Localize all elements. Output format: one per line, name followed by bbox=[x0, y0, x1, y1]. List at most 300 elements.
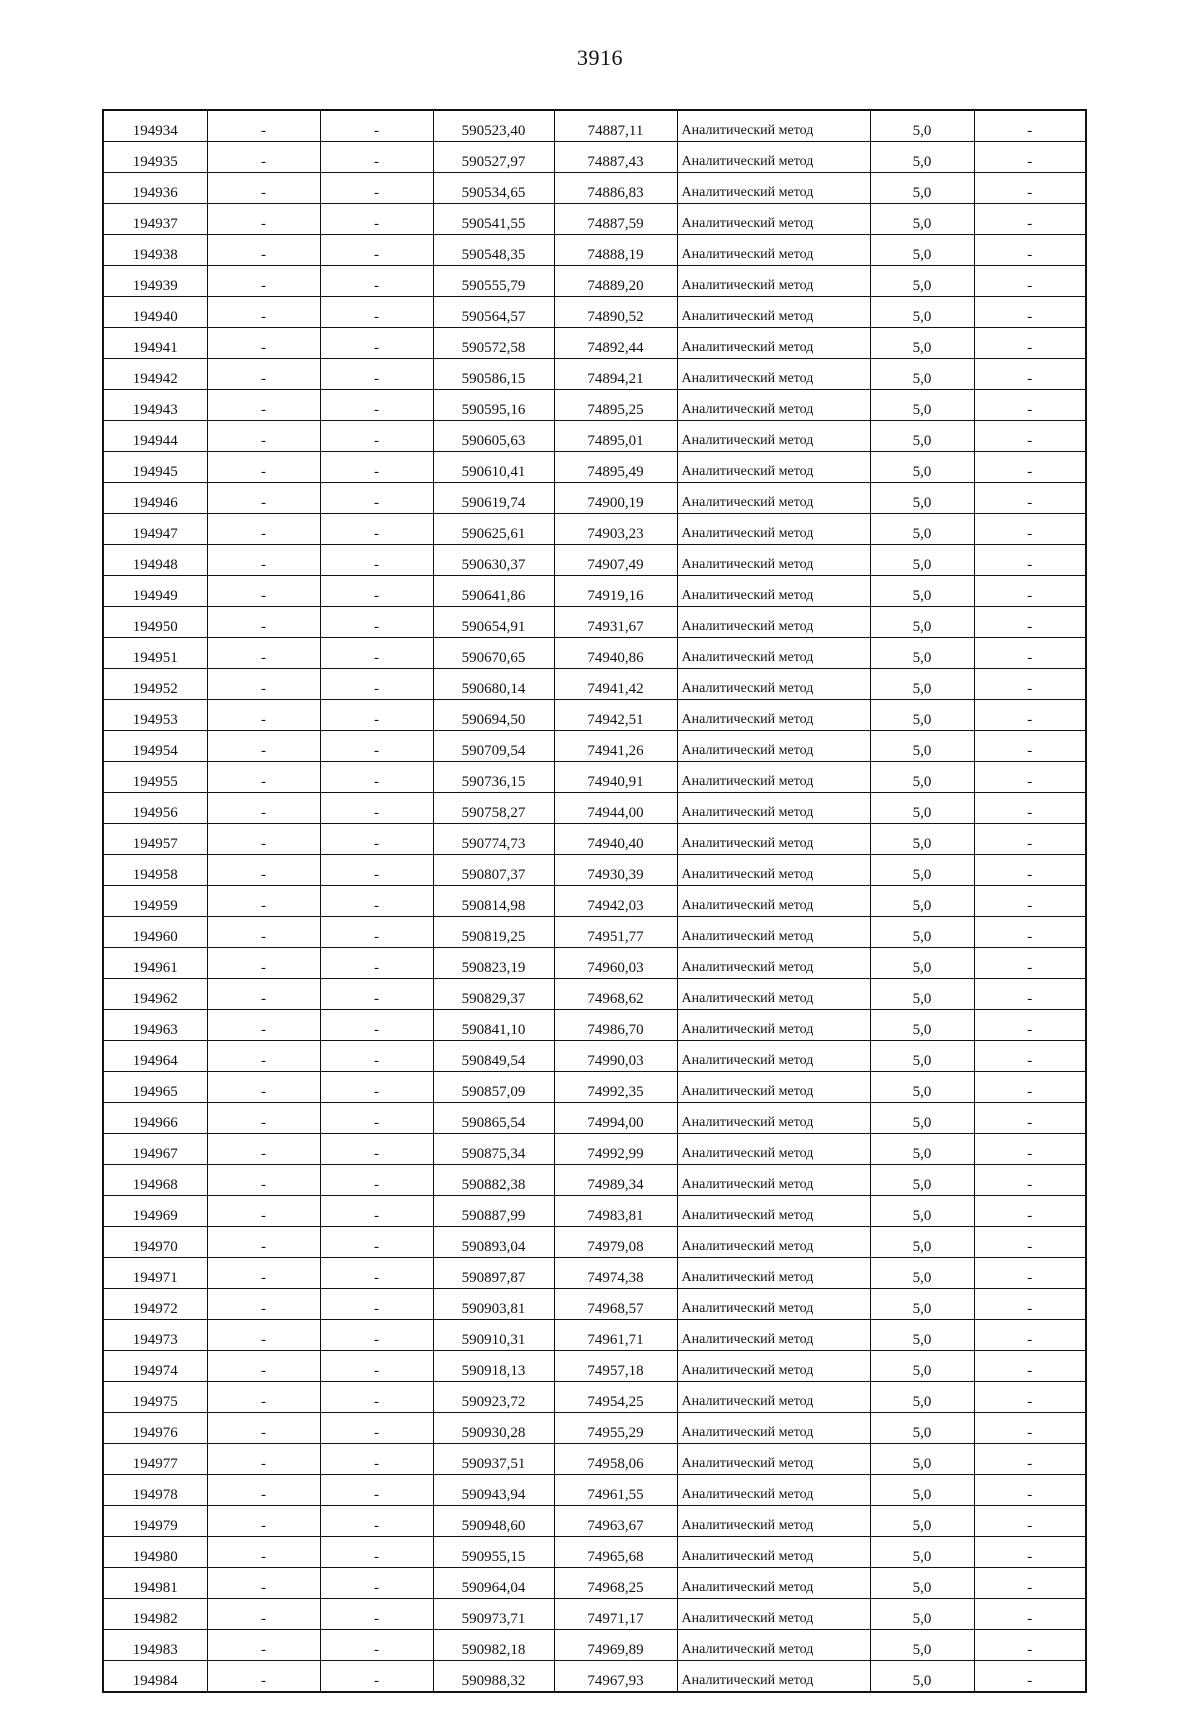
column-3-cell: - bbox=[320, 1041, 433, 1072]
x-coordinate-cell: 590625,61 bbox=[433, 514, 554, 545]
column-3-cell: - bbox=[320, 1072, 433, 1103]
x-coordinate-cell: 590893,04 bbox=[433, 1227, 554, 1258]
accuracy-cell: 5,0 bbox=[870, 1289, 974, 1320]
table-row bbox=[103, 1537, 1086, 1568]
y-coordinate-cell: 74958,06 bbox=[554, 1444, 677, 1475]
column-2-cell: - bbox=[207, 328, 320, 359]
column-2-cell: - bbox=[207, 700, 320, 731]
column-2-cell: - bbox=[207, 1320, 320, 1351]
y-coordinate-cell: 74931,67 bbox=[554, 607, 677, 638]
y-coordinate-cell: 74983,81 bbox=[554, 1196, 677, 1227]
column-2-cell: - bbox=[207, 824, 320, 855]
table-row bbox=[103, 669, 1086, 700]
column-2-cell: - bbox=[207, 948, 320, 979]
accuracy-cell: 5,0 bbox=[870, 1413, 974, 1444]
column-2-cell: - bbox=[207, 979, 320, 1010]
method-cell: Аналитический метод bbox=[677, 545, 870, 576]
point-number-cell: 194965 bbox=[103, 1072, 207, 1103]
point-number-cell: 194934 bbox=[103, 110, 207, 142]
x-coordinate-cell: 590955,15 bbox=[433, 1537, 554, 1568]
column-3-cell: - bbox=[320, 235, 433, 266]
accuracy-cell: 5,0 bbox=[870, 110, 974, 142]
point-number-cell: 194960 bbox=[103, 917, 207, 948]
point-number-cell: 194969 bbox=[103, 1196, 207, 1227]
x-coordinate-cell: 590910,31 bbox=[433, 1320, 554, 1351]
method-cell: Аналитический метод bbox=[677, 638, 870, 669]
point-number-cell: 194976 bbox=[103, 1413, 207, 1444]
accuracy-cell: 5,0 bbox=[870, 142, 974, 173]
table-row bbox=[103, 886, 1086, 917]
column-2-cell: - bbox=[207, 110, 320, 142]
column-2-cell: - bbox=[207, 886, 320, 917]
method-cell: Аналитический метод bbox=[677, 1289, 870, 1320]
x-coordinate-cell: 590829,37 bbox=[433, 979, 554, 1010]
column-3-cell: - bbox=[320, 731, 433, 762]
column-2-cell: - bbox=[207, 359, 320, 390]
method-cell: Аналитический метод bbox=[677, 452, 870, 483]
column-2-cell: - bbox=[207, 1661, 320, 1693]
point-number-cell: 194962 bbox=[103, 979, 207, 1010]
accuracy-cell: 5,0 bbox=[870, 1320, 974, 1351]
table-row bbox=[103, 235, 1086, 266]
table-row bbox=[103, 390, 1086, 421]
column-8-cell: - bbox=[974, 1630, 1086, 1661]
point-number-cell: 194981 bbox=[103, 1568, 207, 1599]
accuracy-cell: 5,0 bbox=[870, 483, 974, 514]
x-coordinate-cell: 590937,51 bbox=[433, 1444, 554, 1475]
accuracy-cell: 5,0 bbox=[870, 421, 974, 452]
column-2-cell: - bbox=[207, 1382, 320, 1413]
point-number-cell: 194964 bbox=[103, 1041, 207, 1072]
method-cell: Аналитический метод bbox=[677, 1382, 870, 1413]
y-coordinate-cell: 74940,40 bbox=[554, 824, 677, 855]
column-8-cell: - bbox=[974, 917, 1086, 948]
x-coordinate-cell: 590670,65 bbox=[433, 638, 554, 669]
x-coordinate-cell: 590918,13 bbox=[433, 1351, 554, 1382]
column-2-cell: - bbox=[207, 576, 320, 607]
y-coordinate-cell: 74887,11 bbox=[554, 110, 677, 142]
accuracy-cell: 5,0 bbox=[870, 1134, 974, 1165]
y-coordinate-cell: 74971,17 bbox=[554, 1599, 677, 1630]
column-2-cell: - bbox=[207, 1196, 320, 1227]
column-3-cell: - bbox=[320, 1289, 433, 1320]
column-3-cell: - bbox=[320, 545, 433, 576]
column-2-cell: - bbox=[207, 390, 320, 421]
method-cell: Аналитический метод bbox=[677, 762, 870, 793]
y-coordinate-cell: 74907,49 bbox=[554, 545, 677, 576]
column-2-cell: - bbox=[207, 917, 320, 948]
column-8-cell: - bbox=[974, 1568, 1086, 1599]
column-8-cell: - bbox=[974, 1475, 1086, 1506]
column-8-cell: - bbox=[974, 1382, 1086, 1413]
column-2-cell: - bbox=[207, 1103, 320, 1134]
column-2-cell: - bbox=[207, 235, 320, 266]
column-2-cell: - bbox=[207, 669, 320, 700]
accuracy-cell: 5,0 bbox=[870, 1382, 974, 1413]
y-coordinate-cell: 74940,91 bbox=[554, 762, 677, 793]
method-cell: Аналитический метод bbox=[677, 855, 870, 886]
method-cell: Аналитический метод bbox=[677, 514, 870, 545]
column-2-cell: - bbox=[207, 173, 320, 204]
y-coordinate-cell: 74955,29 bbox=[554, 1413, 677, 1444]
column-8-cell: - bbox=[974, 483, 1086, 514]
x-coordinate-cell: 590605,63 bbox=[433, 421, 554, 452]
column-2-cell: - bbox=[207, 1599, 320, 1630]
column-8-cell: - bbox=[974, 731, 1086, 762]
column-2-cell: - bbox=[207, 514, 320, 545]
column-3-cell: - bbox=[320, 948, 433, 979]
y-coordinate-cell: 74941,26 bbox=[554, 731, 677, 762]
y-coordinate-cell: 74903,23 bbox=[554, 514, 677, 545]
method-cell: Аналитический метод bbox=[677, 266, 870, 297]
point-number-cell: 194942 bbox=[103, 359, 207, 390]
column-2-cell: - bbox=[207, 855, 320, 886]
method-cell: Аналитический метод bbox=[677, 421, 870, 452]
point-number-cell: 194968 bbox=[103, 1165, 207, 1196]
column-8-cell: - bbox=[974, 1103, 1086, 1134]
column-3-cell: - bbox=[320, 1320, 433, 1351]
table-row bbox=[103, 917, 1086, 948]
x-coordinate-cell: 590680,14 bbox=[433, 669, 554, 700]
y-coordinate-cell: 74894,21 bbox=[554, 359, 677, 390]
table-row bbox=[103, 421, 1086, 452]
column-3-cell: - bbox=[320, 762, 433, 793]
column-8-cell: - bbox=[974, 514, 1086, 545]
column-3-cell: - bbox=[320, 514, 433, 545]
y-coordinate-cell: 74942,51 bbox=[554, 700, 677, 731]
column-3-cell: - bbox=[320, 1537, 433, 1568]
column-2-cell: - bbox=[207, 1165, 320, 1196]
y-coordinate-cell: 74895,01 bbox=[554, 421, 677, 452]
accuracy-cell: 5,0 bbox=[870, 669, 974, 700]
table-row bbox=[103, 1072, 1086, 1103]
column-3-cell: - bbox=[320, 266, 433, 297]
column-2-cell: - bbox=[207, 1227, 320, 1258]
point-number-cell: 194938 bbox=[103, 235, 207, 266]
point-number-cell: 194963 bbox=[103, 1010, 207, 1041]
accuracy-cell: 5,0 bbox=[870, 235, 974, 266]
y-coordinate-cell: 74990,03 bbox=[554, 1041, 677, 1072]
column-2-cell: - bbox=[207, 1630, 320, 1661]
column-3-cell: - bbox=[320, 297, 433, 328]
point-number-cell: 194945 bbox=[103, 452, 207, 483]
x-coordinate-cell: 590534,65 bbox=[433, 173, 554, 204]
point-number-cell: 194982 bbox=[103, 1599, 207, 1630]
column-2-cell: - bbox=[207, 421, 320, 452]
column-8-cell: - bbox=[974, 1134, 1086, 1165]
table-row bbox=[103, 576, 1086, 607]
column-3-cell: - bbox=[320, 1382, 433, 1413]
y-coordinate-cell: 74965,68 bbox=[554, 1537, 677, 1568]
column-8-cell: - bbox=[974, 762, 1086, 793]
method-cell: Аналитический метод bbox=[677, 235, 870, 266]
method-cell: Аналитический метод bbox=[677, 204, 870, 235]
table-row bbox=[103, 359, 1086, 390]
y-coordinate-cell: 74968,25 bbox=[554, 1568, 677, 1599]
column-8-cell: - bbox=[974, 576, 1086, 607]
point-number-cell: 194950 bbox=[103, 607, 207, 638]
column-8-cell: - bbox=[974, 948, 1086, 979]
point-number-cell: 194977 bbox=[103, 1444, 207, 1475]
point-number-cell: 194978 bbox=[103, 1475, 207, 1506]
method-cell: Аналитический метод bbox=[677, 1568, 870, 1599]
column-8-cell: - bbox=[974, 359, 1086, 390]
method-cell: Аналитический метод bbox=[677, 607, 870, 638]
y-coordinate-cell: 74968,62 bbox=[554, 979, 677, 1010]
method-cell: Аналитический метод bbox=[677, 1475, 870, 1506]
accuracy-cell: 5,0 bbox=[870, 1072, 974, 1103]
y-coordinate-cell: 74887,43 bbox=[554, 142, 677, 173]
column-3-cell: - bbox=[320, 1010, 433, 1041]
column-8-cell: - bbox=[974, 1351, 1086, 1382]
y-coordinate-cell: 74942,03 bbox=[554, 886, 677, 917]
point-number-cell: 194984 bbox=[103, 1661, 207, 1693]
column-2-cell: - bbox=[207, 731, 320, 762]
table-row bbox=[103, 1165, 1086, 1196]
y-coordinate-cell: 74890,52 bbox=[554, 297, 677, 328]
x-coordinate-cell: 590875,34 bbox=[433, 1134, 554, 1165]
point-number-cell: 194943 bbox=[103, 390, 207, 421]
y-coordinate-cell: 74968,57 bbox=[554, 1289, 677, 1320]
method-cell: Аналитический метод bbox=[677, 359, 870, 390]
point-number-cell: 194958 bbox=[103, 855, 207, 886]
method-cell: Аналитический метод bbox=[677, 1103, 870, 1134]
point-number-cell: 194980 bbox=[103, 1537, 207, 1568]
y-coordinate-cell: 74960,03 bbox=[554, 948, 677, 979]
table-row bbox=[103, 731, 1086, 762]
table-row bbox=[103, 142, 1086, 173]
accuracy-cell: 5,0 bbox=[870, 1475, 974, 1506]
table-row bbox=[103, 1382, 1086, 1413]
method-cell: Аналитический метод bbox=[677, 483, 870, 514]
table-row bbox=[103, 1413, 1086, 1444]
column-2-cell: - bbox=[207, 1134, 320, 1165]
x-coordinate-cell: 590841,10 bbox=[433, 1010, 554, 1041]
column-8-cell: - bbox=[974, 1227, 1086, 1258]
accuracy-cell: 5,0 bbox=[870, 204, 974, 235]
column-3-cell: - bbox=[320, 1506, 433, 1537]
table-row bbox=[103, 762, 1086, 793]
method-cell: Аналитический метод bbox=[677, 173, 870, 204]
x-coordinate-cell: 590964,04 bbox=[433, 1568, 554, 1599]
column-3-cell: - bbox=[320, 1258, 433, 1289]
accuracy-cell: 5,0 bbox=[870, 1630, 974, 1661]
table-row bbox=[103, 1289, 1086, 1320]
column-3-cell: - bbox=[320, 1165, 433, 1196]
x-coordinate-cell: 590988,32 bbox=[433, 1661, 554, 1693]
y-coordinate-cell: 74992,35 bbox=[554, 1072, 677, 1103]
column-8-cell: - bbox=[974, 390, 1086, 421]
accuracy-cell: 5,0 bbox=[870, 390, 974, 421]
accuracy-cell: 5,0 bbox=[870, 514, 974, 545]
column-8-cell: - bbox=[974, 824, 1086, 855]
x-coordinate-cell: 590973,71 bbox=[433, 1599, 554, 1630]
table-row bbox=[103, 545, 1086, 576]
column-3-cell: - bbox=[320, 1661, 433, 1693]
column-8-cell: - bbox=[974, 855, 1086, 886]
table-row bbox=[103, 452, 1086, 483]
accuracy-cell: 5,0 bbox=[870, 731, 974, 762]
x-coordinate-cell: 590758,27 bbox=[433, 793, 554, 824]
column-2-cell: - bbox=[207, 142, 320, 173]
accuracy-cell: 5,0 bbox=[870, 1103, 974, 1134]
column-8-cell: - bbox=[974, 266, 1086, 297]
y-coordinate-cell: 74986,70 bbox=[554, 1010, 677, 1041]
accuracy-cell: 5,0 bbox=[870, 1165, 974, 1196]
x-coordinate-cell: 590903,81 bbox=[433, 1289, 554, 1320]
accuracy-cell: 5,0 bbox=[870, 762, 974, 793]
y-coordinate-cell: 74900,19 bbox=[554, 483, 677, 514]
point-number-cell: 194973 bbox=[103, 1320, 207, 1351]
point-number-cell: 194959 bbox=[103, 886, 207, 917]
y-coordinate-cell: 74930,39 bbox=[554, 855, 677, 886]
y-coordinate-cell: 74889,20 bbox=[554, 266, 677, 297]
method-cell: Аналитический метод bbox=[677, 793, 870, 824]
column-8-cell: - bbox=[974, 452, 1086, 483]
x-coordinate-cell: 590823,19 bbox=[433, 948, 554, 979]
method-cell: Аналитический метод bbox=[677, 1506, 870, 1537]
y-coordinate-cell: 74994,00 bbox=[554, 1103, 677, 1134]
column-8-cell: - bbox=[974, 142, 1086, 173]
accuracy-cell: 5,0 bbox=[870, 886, 974, 917]
x-coordinate-cell: 590572,58 bbox=[433, 328, 554, 359]
column-8-cell: - bbox=[974, 700, 1086, 731]
table-row bbox=[103, 700, 1086, 731]
point-number-cell: 194947 bbox=[103, 514, 207, 545]
accuracy-cell: 5,0 bbox=[870, 1506, 974, 1537]
point-number-cell: 194956 bbox=[103, 793, 207, 824]
y-coordinate-cell: 74989,34 bbox=[554, 1165, 677, 1196]
point-number-cell: 194970 bbox=[103, 1227, 207, 1258]
column-2-cell: - bbox=[207, 1072, 320, 1103]
table-row bbox=[103, 638, 1086, 669]
method-cell: Аналитический метод bbox=[677, 1320, 870, 1351]
x-coordinate-cell: 590523,40 bbox=[433, 110, 554, 142]
method-cell: Аналитический метод bbox=[677, 1444, 870, 1475]
accuracy-cell: 5,0 bbox=[870, 1227, 974, 1258]
column-2-cell: - bbox=[207, 1258, 320, 1289]
column-3-cell: - bbox=[320, 421, 433, 452]
point-number-cell: 194983 bbox=[103, 1630, 207, 1661]
table-body bbox=[103, 110, 1086, 1692]
method-cell: Аналитический метод bbox=[677, 390, 870, 421]
x-coordinate-cell: 590555,79 bbox=[433, 266, 554, 297]
table-row bbox=[103, 266, 1086, 297]
x-coordinate-cell: 590736,15 bbox=[433, 762, 554, 793]
point-number-cell: 194979 bbox=[103, 1506, 207, 1537]
accuracy-cell: 5,0 bbox=[870, 1537, 974, 1568]
y-coordinate-cell: 74892,44 bbox=[554, 328, 677, 359]
accuracy-cell: 5,0 bbox=[870, 1010, 974, 1041]
column-8-cell: - bbox=[974, 1041, 1086, 1072]
accuracy-cell: 5,0 bbox=[870, 793, 974, 824]
column-8-cell: - bbox=[974, 638, 1086, 669]
column-8-cell: - bbox=[974, 110, 1086, 142]
column-3-cell: - bbox=[320, 173, 433, 204]
method-cell: Аналитический метод bbox=[677, 1351, 870, 1382]
table-row bbox=[103, 173, 1086, 204]
point-number-cell: 194961 bbox=[103, 948, 207, 979]
column-3-cell: - bbox=[320, 110, 433, 142]
y-coordinate-cell: 74941,42 bbox=[554, 669, 677, 700]
coordinates-table bbox=[102, 109, 1087, 1693]
method-cell: Аналитический метод bbox=[677, 297, 870, 328]
method-cell: Аналитический метод bbox=[677, 917, 870, 948]
method-cell: Аналитический метод bbox=[677, 948, 870, 979]
column-3-cell: - bbox=[320, 669, 433, 700]
column-3-cell: - bbox=[320, 979, 433, 1010]
table-row bbox=[103, 1661, 1086, 1693]
accuracy-cell: 5,0 bbox=[870, 948, 974, 979]
column-2-cell: - bbox=[207, 297, 320, 328]
accuracy-cell: 5,0 bbox=[870, 917, 974, 948]
column-8-cell: - bbox=[974, 607, 1086, 638]
column-2-cell: - bbox=[207, 1537, 320, 1568]
point-number-cell: 194953 bbox=[103, 700, 207, 731]
column-2-cell: - bbox=[207, 204, 320, 235]
table-row bbox=[103, 1320, 1086, 1351]
column-8-cell: - bbox=[974, 297, 1086, 328]
y-coordinate-cell: 74919,16 bbox=[554, 576, 677, 607]
y-coordinate-cell: 74895,25 bbox=[554, 390, 677, 421]
accuracy-cell: 5,0 bbox=[870, 638, 974, 669]
y-coordinate-cell: 74895,49 bbox=[554, 452, 677, 483]
accuracy-cell: 5,0 bbox=[870, 1258, 974, 1289]
column-8-cell: - bbox=[974, 793, 1086, 824]
table-row bbox=[103, 1568, 1086, 1599]
table-row bbox=[103, 483, 1086, 514]
y-coordinate-cell: 74961,71 bbox=[554, 1320, 677, 1351]
y-coordinate-cell: 74951,77 bbox=[554, 917, 677, 948]
accuracy-cell: 5,0 bbox=[870, 328, 974, 359]
point-number-cell: 194955 bbox=[103, 762, 207, 793]
x-coordinate-cell: 590619,74 bbox=[433, 483, 554, 514]
method-cell: Аналитический метод bbox=[677, 1537, 870, 1568]
method-cell: Аналитический метод bbox=[677, 1010, 870, 1041]
column-2-cell: - bbox=[207, 638, 320, 669]
column-3-cell: - bbox=[320, 1444, 433, 1475]
table-row bbox=[103, 1630, 1086, 1661]
accuracy-cell: 5,0 bbox=[870, 1599, 974, 1630]
column-8-cell: - bbox=[974, 1413, 1086, 1444]
accuracy-cell: 5,0 bbox=[870, 576, 974, 607]
method-cell: Аналитический метод bbox=[677, 700, 870, 731]
x-coordinate-cell: 590595,16 bbox=[433, 390, 554, 421]
method-cell: Аналитический метод bbox=[677, 1413, 870, 1444]
method-cell: Аналитический метод bbox=[677, 1041, 870, 1072]
method-cell: Аналитический метод bbox=[677, 731, 870, 762]
column-8-cell: - bbox=[974, 886, 1086, 917]
table-row bbox=[103, 1041, 1086, 1072]
method-cell: Аналитический метод bbox=[677, 1072, 870, 1103]
accuracy-cell: 5,0 bbox=[870, 1196, 974, 1227]
point-number-cell: 194974 bbox=[103, 1351, 207, 1382]
column-3-cell: - bbox=[320, 917, 433, 948]
column-3-cell: - bbox=[320, 1227, 433, 1258]
y-coordinate-cell: 74957,18 bbox=[554, 1351, 677, 1382]
x-coordinate-cell: 590610,41 bbox=[433, 452, 554, 483]
method-cell: Аналитический метод bbox=[677, 1227, 870, 1258]
table-row bbox=[103, 1103, 1086, 1134]
column-3-cell: - bbox=[320, 793, 433, 824]
column-2-cell: - bbox=[207, 1289, 320, 1320]
y-coordinate-cell: 74963,67 bbox=[554, 1506, 677, 1537]
column-3-cell: - bbox=[320, 886, 433, 917]
table-row bbox=[103, 328, 1086, 359]
accuracy-cell: 5,0 bbox=[870, 173, 974, 204]
column-3-cell: - bbox=[320, 1103, 433, 1134]
table-row bbox=[103, 979, 1086, 1010]
